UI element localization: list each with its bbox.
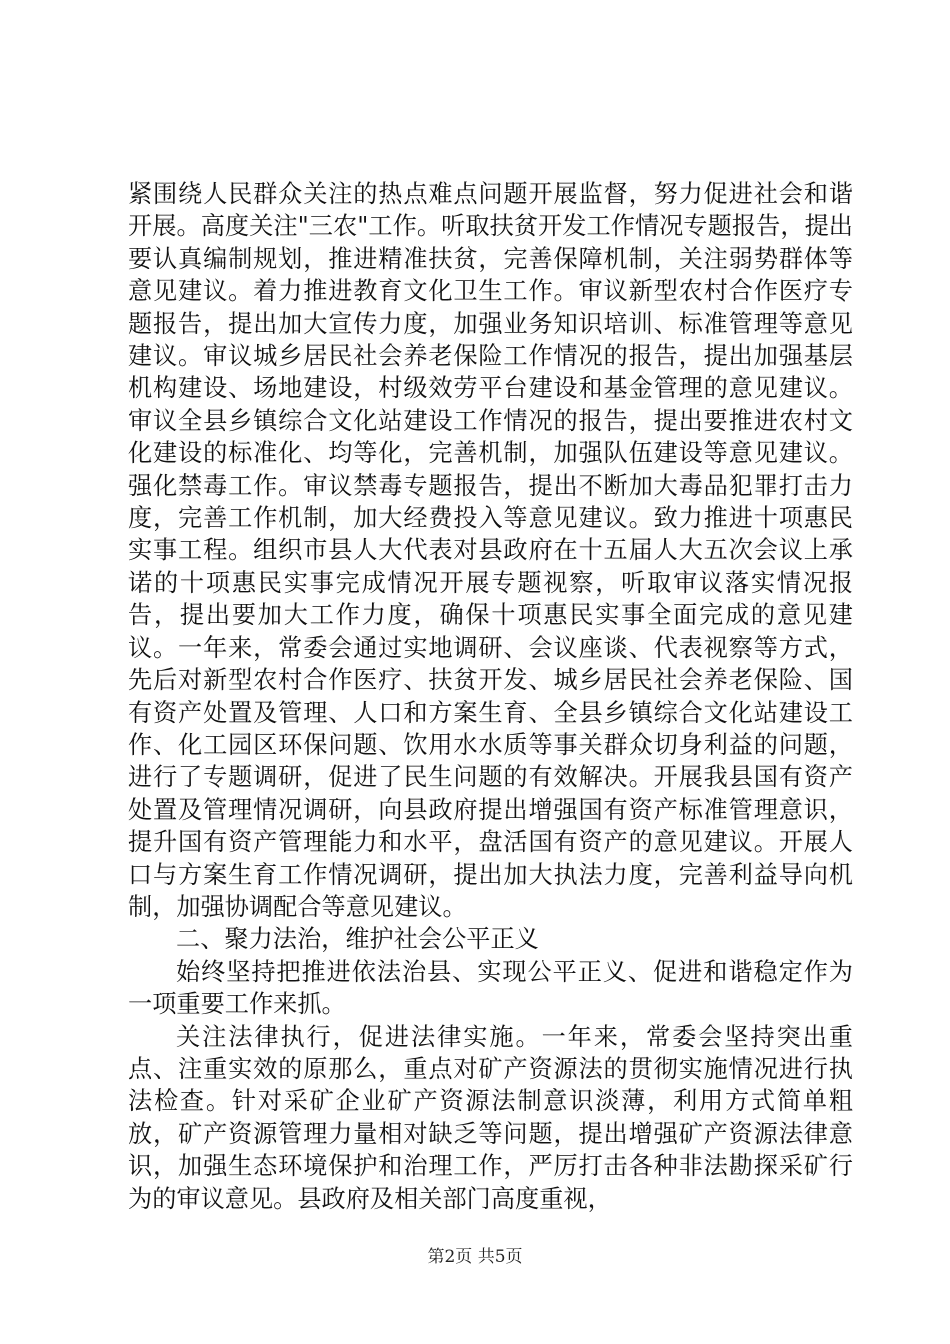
paragraph-law-enforcement: 关注法律执行，促进法律实施。一年来，常委会坚持突出重点、注重实效的原那么，重点对矿产资源法的贯彻实施情况进行执法检查。针对采矿企业矿产资源法制意识淡薄，利用方式简单粗放，矿产资源管理力量相对缺乏等问题，提出增强矿产资源法律意识，加强生态环境保护和治理工作，严厉打击各种非法勘探采矿行为的审议意见。县政府及相关部门高度重视，	[128, 1022, 853, 1213]
document-body	[128, 178, 853, 1215]
paragraph-continued: 紧围绕人民群众关注的热点难点问题开展监督，努力促进社会和谐开展。高度关注"三农"工作。听取扶贫开发工作情况专题报告，提出要认真编制规划，推进精准扶贫，完善保障机制，关注弱势群体等意见建议。着力推进教育文化卫生工作。审议新型农村合作医疗专题报告，提出加大宣传力度，加强业务知识培训、标准管理等意见建议。审议城乡居民社会养老保险工作情况的报告，提出加强基层机构建设、场地建设，村级效劳平台建设和基金管理的意见建议。审议全县乡镇综合文化站建设工作情况的报告，提出要推进农村文化建设的标准化、均等化，完善机制，加强队伍建设等意见建议。强化禁毒工作。审议禁毒专题报告，提出不断加大毒品犯罪打击力度，完善工作机制，加大经费投入等意见建议。致力推进十项惠民实事工程。组织市县人大代表对县政府在十五届人大五次会议上承诺的十项惠民实事完成情况开展专题视察，听取审议落实情况报告，提出要加大工作力度，确保十项惠民实事全面完成的意见建议。一年来，常委会通过实地调研、会议座谈、代表视察等方式，先后对新型农村合作医疗、扶贫开发、城乡居民社会养老保险、国有资产处置及管理、人口和方案生育、全县乡镇综合文化站建设工作、化工园区环保问题、饮用水水质等事关群众切身利益的问题，进行了专题调研，促进了民生问题的有效解决。开展我县国有资产处置及管理情况调研，向县政府提出增强国有资产标准管理意识，提升国有资产管理能力和水平，盘活国有资产的意见建议。开展人口与方案生育工作情况调研，提出加大执法力度，完善利益导向机制，加强协调配合等意见建议。	[128, 180, 853, 921]
section-heading: 二、聚力法治，维护社会公平正义	[176, 925, 539, 954]
paragraph-intro: 始终坚持把推进依法治县、实现公平正义、促进和谐稳定作为一项重要工作来抓。	[128, 957, 853, 1019]
page-footer: 第2页 共5页	[427, 1247, 523, 1267]
